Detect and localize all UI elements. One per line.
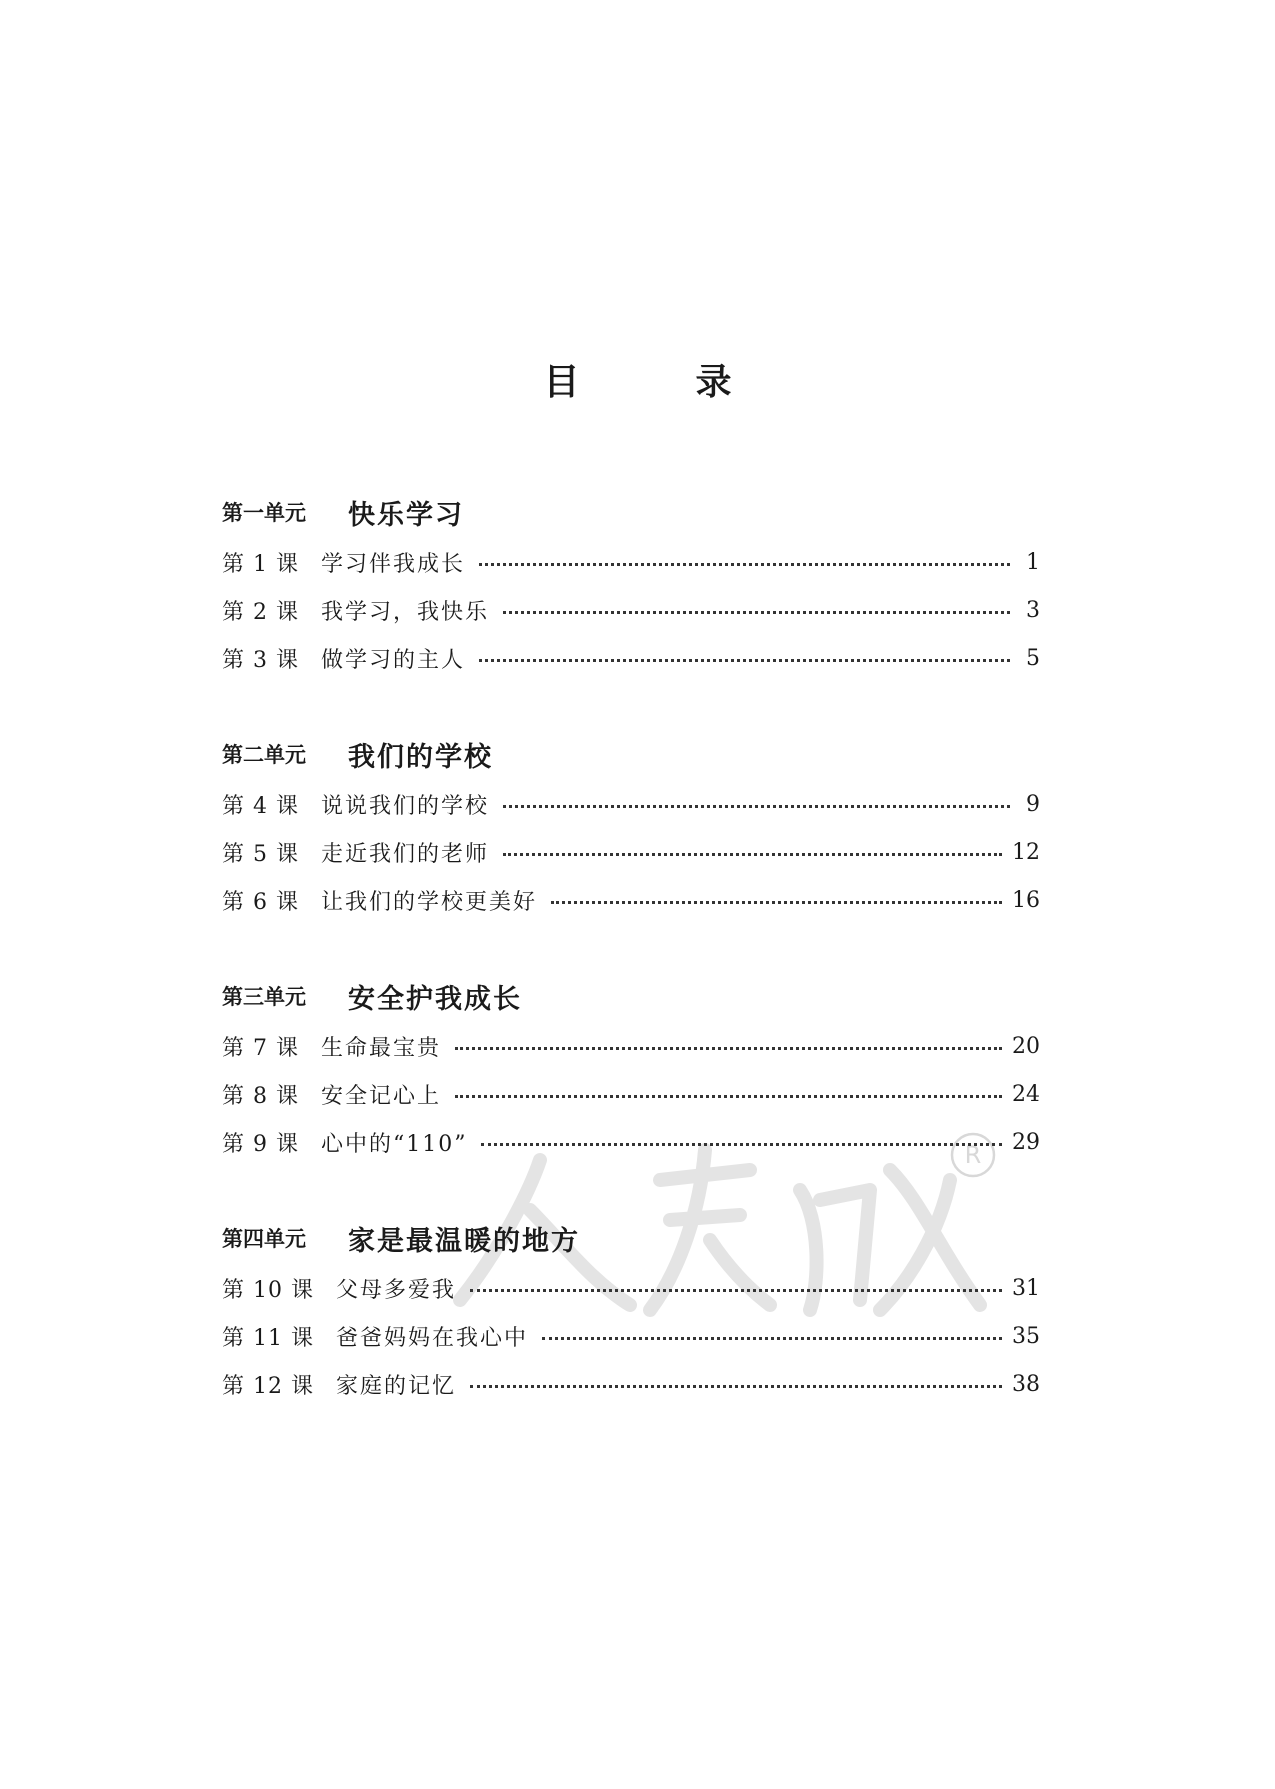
lesson-entry[interactable]	[222, 828, 1040, 876]
page-number: 38	[1012, 1371, 1040, 1397]
lesson-title: 走近我们的老师	[320, 841, 489, 867]
page-number: 29	[1012, 1129, 1040, 1155]
lesson-title: 家庭的记忆	[335, 1373, 456, 1399]
dot-leader	[479, 563, 1010, 566]
lesson-number: 第 4 课	[222, 793, 299, 819]
unit-title: 家是最温暖的地方	[348, 1225, 580, 1257]
table-of-contents	[222, 486, 1040, 1454]
lesson-entry[interactable]	[222, 1022, 1040, 1070]
lesson-entry[interactable]	[222, 1264, 1040, 1312]
page-number: 16	[1012, 887, 1040, 913]
unit-section	[222, 486, 1040, 682]
lesson-number: 第 6 课	[222, 889, 299, 915]
lesson-number: 第 7 课	[222, 1035, 299, 1061]
lesson-title: 让我们的学校更美好	[320, 889, 537, 915]
lesson-title: 做学习的主人	[320, 647, 465, 673]
unit-title: 快乐学习	[348, 499, 464, 531]
lesson-title: 心中的“110”	[320, 1131, 468, 1157]
lesson-entry[interactable]	[222, 876, 1040, 924]
svg-text:R: R	[964, 1141, 982, 1169]
lesson-title: 安全记心上	[320, 1083, 441, 1109]
unit-label: 第一单元	[222, 501, 306, 525]
lesson-title: 学习伴我成长	[320, 551, 465, 577]
lesson-title: 说说我们的学校	[320, 793, 489, 819]
page-title: 目 录	[543, 361, 772, 403]
lesson-title: 我学习，我快乐	[320, 599, 489, 625]
lesson-entry[interactable]	[222, 538, 1040, 586]
dot-leader	[455, 1095, 1002, 1098]
unit-heading	[222, 1212, 1040, 1264]
lesson-number: 第 3 课	[222, 647, 299, 673]
page-number: 20	[1012, 1033, 1040, 1059]
dot-leader	[503, 805, 1010, 808]
dot-leader	[503, 853, 1002, 856]
dot-leader	[479, 659, 1010, 662]
lesson-title: 父母多爱我	[335, 1277, 456, 1303]
lesson-number: 第 11 课	[222, 1325, 314, 1351]
dot-leader	[551, 901, 1002, 904]
page-number: 9	[1026, 791, 1040, 817]
lesson-entry[interactable]	[222, 586, 1040, 634]
dot-leader	[481, 1143, 1002, 1146]
dot-leader	[470, 1385, 1002, 1388]
lesson-title: 生命最宝贵	[320, 1035, 441, 1061]
page-number: 31	[1012, 1275, 1040, 1301]
lesson-number: 第 1 课	[222, 551, 299, 577]
dot-leader	[470, 1289, 1002, 1292]
dot-leader	[542, 1337, 1002, 1340]
lesson-entry[interactable]	[222, 1070, 1040, 1118]
lesson-entry[interactable]	[222, 634, 1040, 682]
dot-leader	[455, 1047, 1002, 1050]
unit-heading	[222, 728, 1040, 780]
unit-heading	[222, 970, 1040, 1022]
page-number: 5	[1026, 645, 1040, 671]
lesson-number: 第 12 课	[222, 1373, 314, 1399]
lesson-number: 第 5 课	[222, 841, 299, 867]
page-number: 1	[1026, 549, 1040, 575]
unit-section	[222, 970, 1040, 1166]
page-number: 3	[1026, 597, 1040, 623]
lesson-title: 爸爸妈妈在我心中	[335, 1325, 528, 1351]
unit-title: 安全护我成长	[348, 983, 522, 1015]
lesson-number: 第 10 课	[222, 1277, 314, 1303]
lesson-entry[interactable]	[222, 1312, 1040, 1360]
unit-section	[222, 728, 1040, 924]
unit-section	[222, 1212, 1040, 1408]
page-number: 24	[1012, 1081, 1040, 1107]
lesson-number: 第 2 课	[222, 599, 299, 625]
page-number: 35	[1012, 1323, 1040, 1349]
unit-heading	[222, 486, 1040, 538]
unit-label: 第四单元	[222, 1227, 306, 1251]
unit-label: 第三单元	[222, 985, 306, 1009]
lesson-entry[interactable]	[222, 1118, 1040, 1166]
lesson-entry[interactable]	[222, 780, 1040, 828]
lesson-number: 第 8 课	[222, 1083, 299, 1109]
lesson-entry[interactable]	[222, 1360, 1040, 1408]
page-number: 12	[1012, 839, 1040, 865]
dot-leader	[503, 611, 1010, 614]
unit-title: 我们的学校	[348, 741, 493, 773]
lesson-number: 第 9 课	[222, 1131, 299, 1157]
unit-label: 第二单元	[222, 743, 306, 767]
